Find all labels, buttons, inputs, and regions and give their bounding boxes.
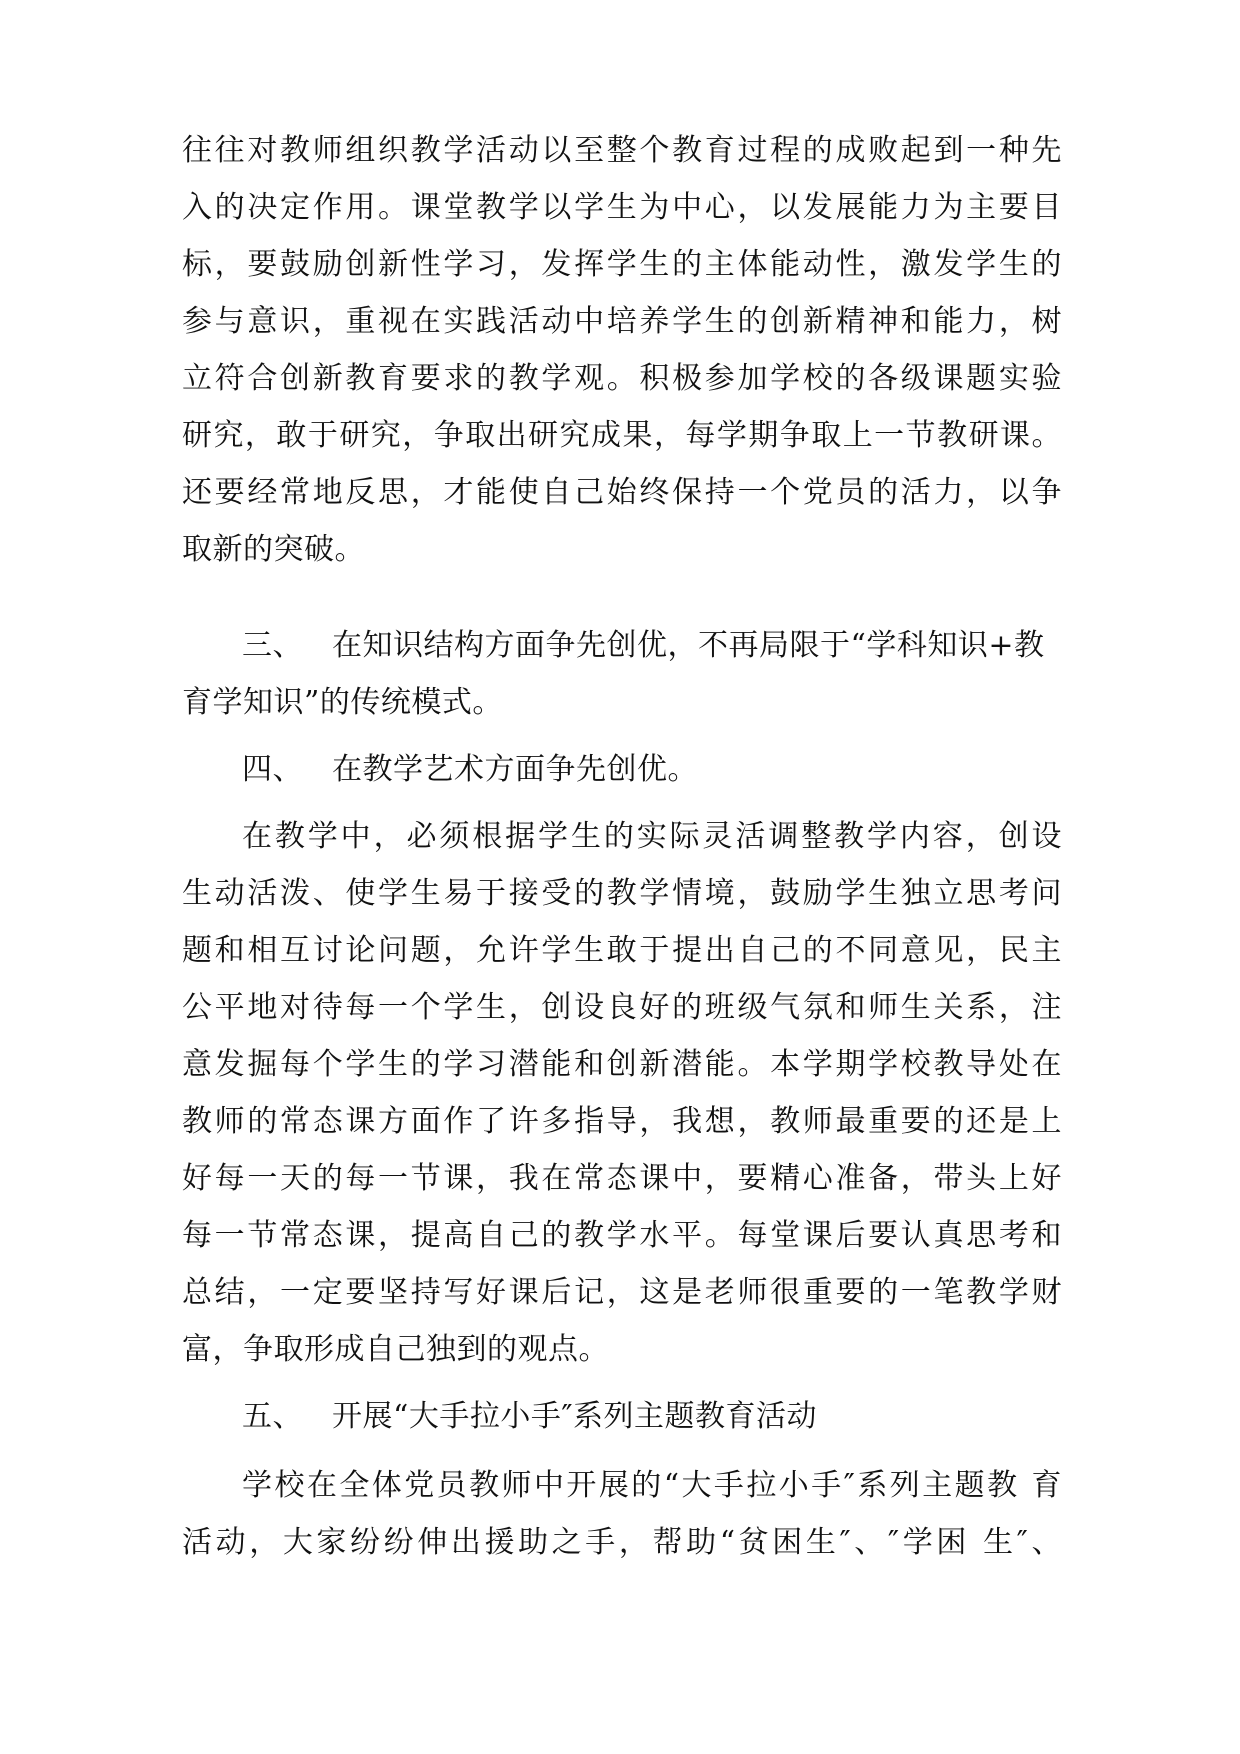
paragraph-line: 还要经常地反思，才能使自己始终保持一个党员的活力，以争: [182, 475, 1062, 510]
paragraph-line: 立符合创新教育要求的教学观。积极参加学校的各级课题实验: [182, 361, 1062, 396]
paragraph-line: 好每一天的每一节课，我在常态课中，要精心准备，带头上好: [182, 1161, 1062, 1196]
paragraph-line: 入的决定作用。课堂教学以学生为中心，以发展能力为主要目: [182, 190, 1062, 225]
heading-text: 开展“大手拉小手″系列主题教育活动: [332, 1399, 818, 1434]
section-heading: [242, 745, 1062, 795]
paragraph-line: 学校在全体党员教师中开展的“大手拉小手″系列主题教 育: [242, 1468, 1062, 1503]
heading-number: 五、: [242, 1399, 303, 1434]
paragraph-line: 总结，一定要坚持写好课后记，这是老师很重要的一笔教学财: [182, 1275, 1062, 1310]
section-heading: [242, 1392, 1062, 1442]
paragraph-line: 意发掘每个学生的学习潜能和创新潜能。本学期学校教导处在: [182, 1047, 1062, 1082]
paragraph-line: 题和相互讨论问题，允许学生敢于提出自己的不同意见，民主: [182, 933, 1062, 968]
heading-number: 三、: [242, 628, 303, 663]
paragraph-line: 参与意识，重视在实践活动中培养学生的创新精神和能力，树: [182, 304, 1062, 339]
heading-text: 在教学艺术方面争先创优。: [332, 752, 698, 787]
paragraph-line: 富，争取形成自己独到的观点。: [182, 1332, 609, 1367]
paragraph-line: 在教学中，必须根据学生的实际灵活调整教学内容，创设: [242, 819, 1062, 854]
paragraph-line: 取新的突破。: [182, 532, 365, 567]
paragraph-line: 往往对教师组织教学活动以至整个教育过程的成败起到一种先: [182, 133, 1062, 168]
paragraph-line: 每一节常态课，提高自己的教学水平。每堂课后要认真思考和: [182, 1218, 1062, 1253]
paragraph-line: 育学知识”的传统模式。: [182, 685, 503, 720]
paragraph-line: 生动活泼、使学生易于接受的教学情境，鼓励学生独立思考问: [182, 876, 1062, 911]
section-heading: [242, 621, 1062, 671]
paragraph-line: 研究，敢于研究，争取出研究成果，每学期争取上一节教研课。: [182, 418, 1062, 453]
paragraph-line: 标，要鼓励创新性学习，发挥学生的主体能动性，激发学生的: [182, 247, 1062, 282]
paragraph-line: 公平地对待每一个学生，创设良好的班级气氛和师生关系，注: [182, 990, 1062, 1025]
paragraph-line: 教师的常态课方面作了许多指导，我想，教师最重要的还是上: [182, 1104, 1062, 1139]
heading-number: 四、: [242, 752, 303, 787]
paragraph-line: 活动，大家纷纷伸出援助之手，帮助“贫困生″、″学困 生″、: [182, 1525, 1062, 1560]
heading-text: 在知识结构方面争先创优，不再局限于“学科知识+教: [332, 628, 1045, 663]
